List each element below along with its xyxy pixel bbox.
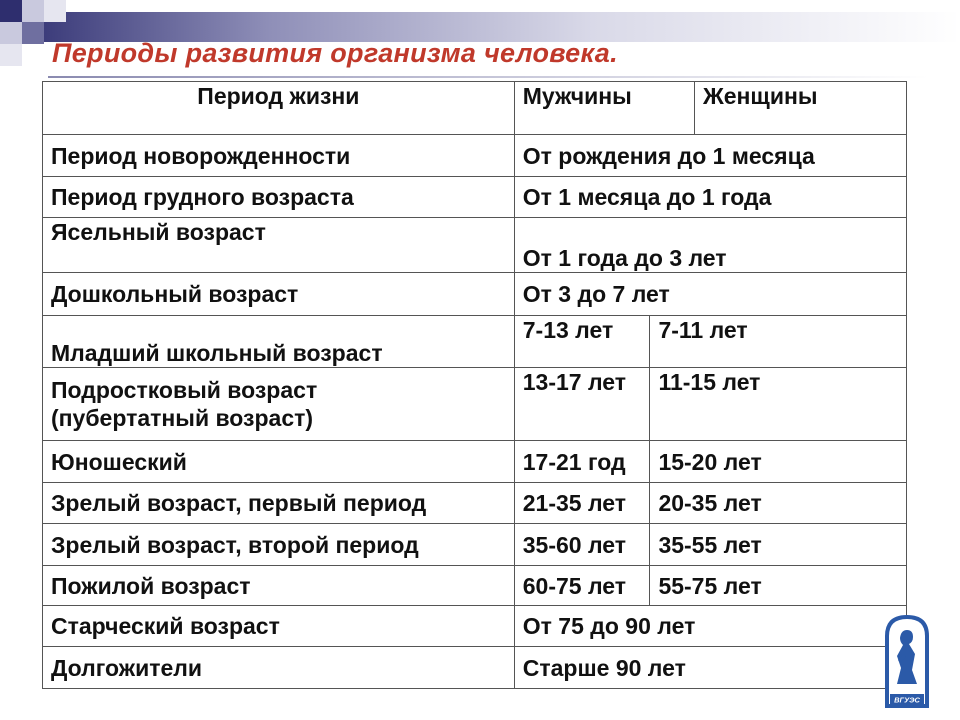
corner-square-pale bbox=[44, 0, 66, 22]
corner-square-light bbox=[22, 0, 44, 22]
corner-square-pale bbox=[0, 44, 22, 66]
row-both: От 3 до 7 лет bbox=[514, 273, 906, 316]
row-period: Долгожители bbox=[43, 647, 515, 689]
row-period: Период новорожденности bbox=[43, 135, 515, 177]
table-row bbox=[43, 177, 907, 218]
row-women: 35-55 лет bbox=[650, 524, 907, 566]
row-men: 21-35 лет bbox=[514, 483, 650, 524]
row-both: Старше 90 лет bbox=[514, 647, 906, 689]
table-row bbox=[43, 441, 907, 483]
logo-text: ВГУЭС bbox=[894, 695, 920, 705]
corner-square-dark bbox=[0, 0, 22, 22]
row-period: Период грудного возраста bbox=[43, 177, 515, 218]
row-period: Дошкольный возраст bbox=[43, 273, 515, 316]
row-men: 7-13 лет bbox=[514, 316, 650, 368]
table-row bbox=[43, 218, 907, 273]
row-period: Пожилой возраст bbox=[43, 566, 515, 606]
row-both: От 75 до 90 лет bbox=[514, 606, 906, 647]
table-row bbox=[43, 316, 907, 368]
row-men: 35-60 лет bbox=[514, 524, 650, 566]
table-row bbox=[43, 524, 907, 566]
row-period: Зрелый возраст, первый период bbox=[43, 483, 515, 524]
header-men: Мужчины bbox=[514, 82, 694, 135]
row-men: 13-17 лет bbox=[514, 368, 650, 441]
page-title: Периоды развития организма человека. bbox=[52, 38, 618, 68]
row-women: 55-75 лет bbox=[650, 566, 907, 606]
header-women: Женщины bbox=[694, 82, 906, 135]
table-header-row bbox=[43, 82, 907, 135]
row-women: 15-20 лет bbox=[650, 441, 907, 483]
periods-table bbox=[42, 81, 907, 689]
table-row bbox=[43, 606, 907, 647]
row-period: Юношеский bbox=[43, 441, 515, 483]
row-period-line1: Подростковый возраст bbox=[51, 377, 318, 403]
row-men: 60-75 лет bbox=[514, 566, 650, 606]
university-logo-icon bbox=[884, 614, 930, 708]
row-period-line2: (пубертатный возраст) bbox=[51, 405, 314, 431]
table-row bbox=[43, 566, 907, 606]
title-underline bbox=[48, 76, 928, 78]
row-both: От 1 месяца до 1 года bbox=[514, 177, 906, 218]
row-period bbox=[43, 368, 515, 441]
row-men: 17-21 год bbox=[514, 441, 650, 483]
row-period: Младший школьный возраст bbox=[43, 316, 515, 368]
table-row bbox=[43, 273, 907, 316]
row-period: Ясельный возраст bbox=[43, 218, 515, 273]
row-women: 7-11 лет bbox=[650, 316, 907, 368]
row-both: От 1 года до 3 лет bbox=[514, 218, 906, 273]
table-row bbox=[43, 368, 907, 441]
row-period: Старческий возраст bbox=[43, 606, 515, 647]
row-both: От рождения до 1 месяца bbox=[514, 135, 906, 177]
corner-square-light bbox=[0, 22, 22, 44]
header-period: Период жизни bbox=[43, 82, 515, 135]
table-row bbox=[43, 483, 907, 524]
corner-square-mid bbox=[22, 22, 44, 44]
row-women: 11-15 лет bbox=[650, 368, 907, 441]
row-period: Зрелый возраст, второй период bbox=[43, 524, 515, 566]
table-row bbox=[43, 135, 907, 177]
table-row bbox=[43, 647, 907, 689]
row-women: 20-35 лет bbox=[650, 483, 907, 524]
